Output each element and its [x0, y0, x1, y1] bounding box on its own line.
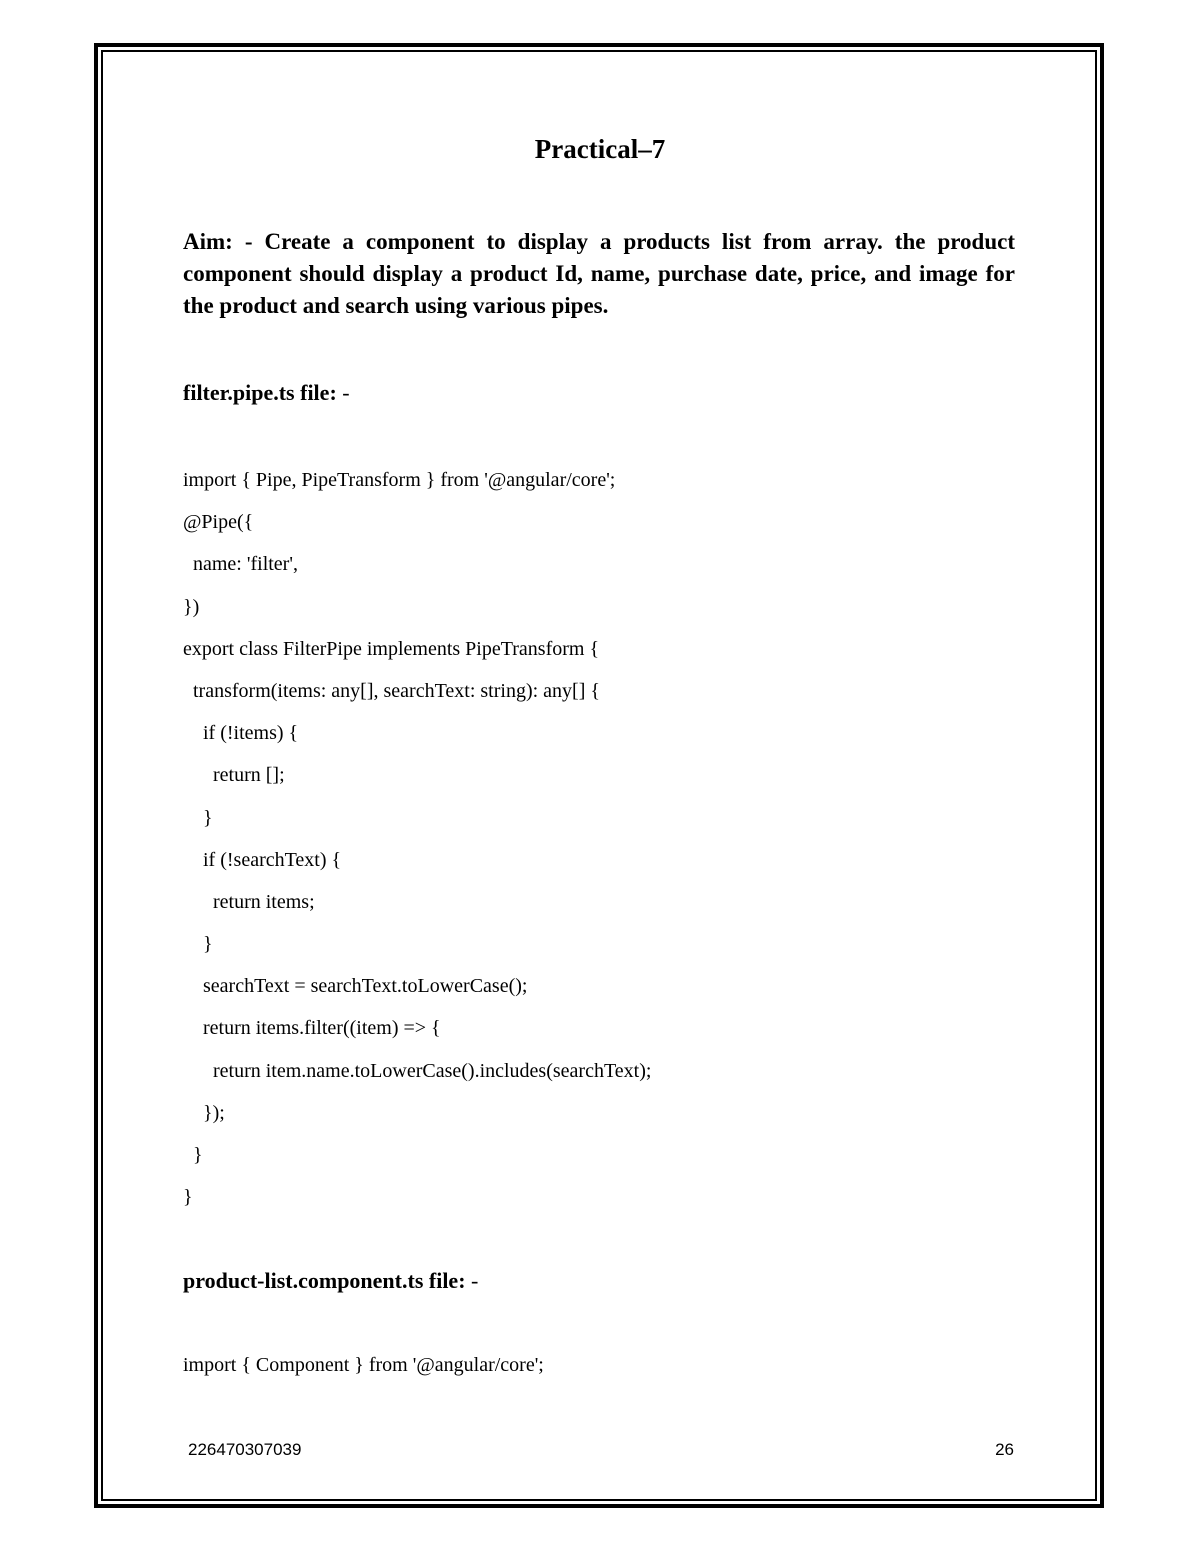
- code-line: transform(items: any[], searchText: string): any[] {: [183, 679, 600, 702]
- footer-enrollment-id: 226470307039: [188, 1440, 302, 1459]
- code-line: });: [183, 1101, 225, 1124]
- code-line: @Pipe({: [183, 511, 254, 534]
- code-line: }): [183, 595, 200, 618]
- code-line: return [];: [183, 764, 285, 787]
- section-heading-text: filter.pipe.ts file:: [183, 380, 337, 405]
- code-line: return items.filter((item) => {: [183, 1017, 441, 1040]
- code-line: import { Component } from '@angular/core';: [183, 1354, 544, 1376]
- section-heading-filter-pipe: [183, 380, 350, 406]
- section-heading-product-list: [183, 1268, 478, 1294]
- aim-separator: -: [232, 229, 265, 254]
- code-line: }: [183, 933, 213, 956]
- section-heading-text: product-list.component.ts file:: [183, 1268, 466, 1293]
- code-line: import { Pipe, PipeTransform } from '@angular/core';: [183, 469, 616, 491]
- code-line: if (!searchText) {: [183, 848, 342, 871]
- code-line: searchText = searchText.toLowerCase();: [183, 975, 528, 998]
- aim-paragraph: [183, 226, 1015, 322]
- code-line: export class FilterPipe implements PipeTransform {: [183, 637, 600, 660]
- code-line: return item.name.toLowerCase().includes(searchText);: [183, 1059, 652, 1082]
- code-line: }: [183, 1144, 203, 1166]
- code-line: }: [183, 1186, 193, 1209]
- code-line: if (!items) {: [183, 722, 299, 745]
- code-line: }: [183, 806, 213, 829]
- page-title: [0, 134, 1200, 165]
- aim-text: Create a component to display a products list from array. the product component should display a product Id, name, purchase date, price, and image for the product and search using various pipes.: [183, 229, 1015, 318]
- code-line: return items;: [183, 890, 315, 913]
- code-block-filter-pipe: [183, 465, 651, 1224]
- section-heading-suffix: -: [465, 1268, 479, 1293]
- code-line: name: 'filter',: [183, 553, 298, 576]
- page-title-text: Practical–7: [534, 134, 666, 164]
- aim-label: Aim:: [183, 229, 233, 254]
- section-heading-suffix: -: [336, 380, 350, 405]
- footer-page-number: 26: [995, 1440, 1014, 1459]
